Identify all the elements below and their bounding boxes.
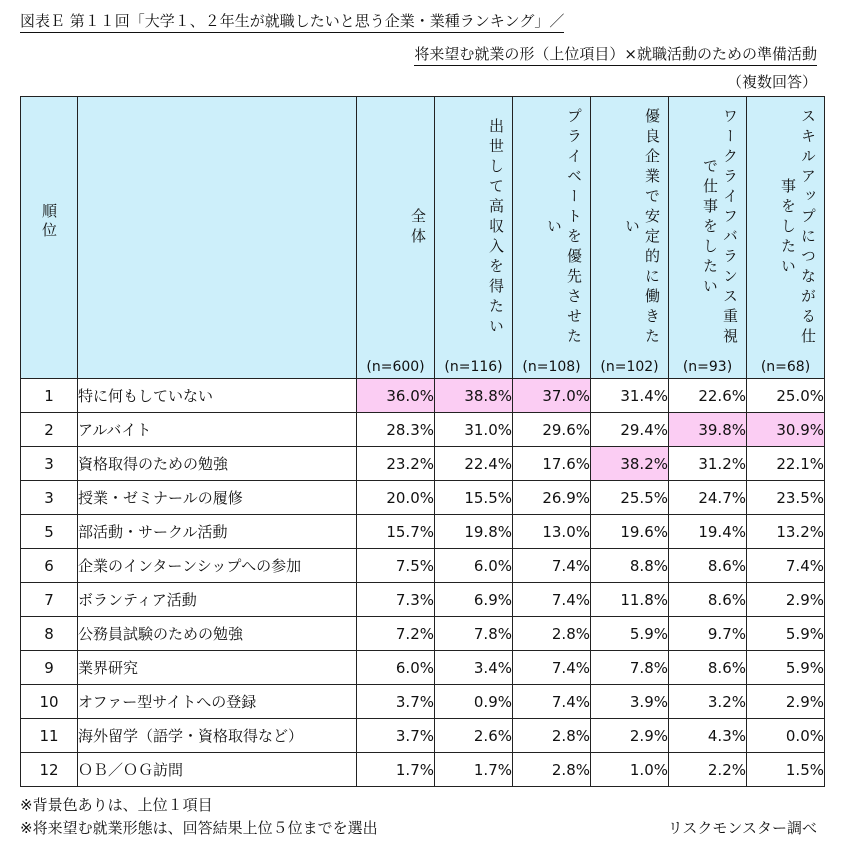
header-col-label: スキルアップにつながる仕事をしたい [779, 108, 817, 348]
table-row [21, 685, 825, 719]
table-row [21, 481, 825, 515]
row-value: 7.4% [513, 651, 591, 685]
header-col-2 [513, 97, 591, 379]
row-label: アルバイト [78, 413, 357, 447]
row-value: 19.6% [591, 515, 669, 549]
row-label: 資格取得のための勉強 [78, 447, 357, 481]
row-value: 22.4% [435, 447, 513, 481]
row-rank: 8 [21, 617, 78, 651]
row-value: 5.9% [747, 617, 825, 651]
row-value: 6.0% [435, 549, 513, 583]
row-value: 2.6% [435, 719, 513, 753]
row-value: 3.4% [435, 651, 513, 685]
row-rank: 12 [21, 753, 78, 787]
header-col-n: (n=68) [760, 359, 811, 375]
row-value: 1.0% [591, 753, 669, 787]
row-value: 36.0% [357, 379, 435, 413]
row-value: 0.9% [435, 685, 513, 719]
header-col-1 [435, 97, 513, 379]
table-row [21, 549, 825, 583]
row-value: 8.6% [669, 651, 747, 685]
table-header-row [21, 97, 825, 379]
header-col-3 [591, 97, 669, 379]
row-value: 7.3% [357, 583, 435, 617]
row-value: 7.4% [513, 549, 591, 583]
header-item [78, 97, 357, 379]
row-value: 26.9% [513, 481, 591, 515]
row-label: 部活動・サークル活動 [78, 515, 357, 549]
row-value: 7.5% [357, 549, 435, 583]
table-row [21, 719, 825, 753]
table-body [21, 379, 825, 787]
row-value: 39.8% [669, 413, 747, 447]
row-value: 17.6% [513, 447, 591, 481]
source-credit: リスクモンスター調べ [667, 819, 817, 837]
footnote-2: ※将来望む就業形態は、回答結果上位５位までを選出 [20, 819, 378, 837]
header-col-n: (n=116) [444, 359, 503, 375]
row-value: 0.0% [747, 719, 825, 753]
row-value: 29.6% [513, 413, 591, 447]
header-col-label: 全体 [409, 208, 427, 248]
row-rank: 10 [21, 685, 78, 719]
row-value: 8.6% [669, 583, 747, 617]
row-label: 授業・ゼミナールの履修 [78, 481, 357, 515]
row-value: 8.6% [669, 549, 747, 583]
row-value: 1.5% [747, 753, 825, 787]
row-value: 28.3% [357, 413, 435, 447]
ranking-table [20, 96, 825, 787]
row-value: 1.7% [357, 753, 435, 787]
table-row [21, 379, 825, 413]
row-value: 2.2% [669, 753, 747, 787]
row-rank: 5 [21, 515, 78, 549]
row-value: 3.7% [357, 719, 435, 753]
row-value: 24.7% [669, 481, 747, 515]
row-value: 37.0% [513, 379, 591, 413]
row-value: 22.1% [747, 447, 825, 481]
row-label: ＯＢ／ＯＧ訪問 [78, 753, 357, 787]
header-col-label: 優良企業で安定的に働きたい [623, 108, 661, 348]
row-value: 19.8% [435, 515, 513, 549]
row-value: 19.4% [669, 515, 747, 549]
header-col-label: ワークライフバランス重視で仕事をしたい [701, 108, 739, 348]
row-value: 7.4% [513, 583, 591, 617]
footnote-1: ※背景色ありは、上位１項目 [20, 796, 213, 814]
row-value: 2.8% [513, 753, 591, 787]
row-value: 23.5% [747, 481, 825, 515]
row-value: 3.7% [357, 685, 435, 719]
row-value: 31.2% [669, 447, 747, 481]
row-value: 29.4% [591, 413, 669, 447]
row-value: 11.8% [591, 583, 669, 617]
table-row [21, 447, 825, 481]
row-rank: 2 [21, 413, 78, 447]
header-col-label: 出世して高収入を得たい [487, 118, 505, 338]
header-rank [21, 97, 78, 379]
row-value: 6.9% [435, 583, 513, 617]
row-value: 8.8% [591, 549, 669, 583]
table-row [21, 651, 825, 685]
header-col-5 [747, 97, 825, 379]
header-col-n: (n=108) [522, 359, 581, 375]
table-row [21, 413, 825, 447]
chart-subtitle: 将来望む就業の形（上位項目）×就職活動のための準備活動 [414, 43, 817, 66]
row-value: 15.7% [357, 515, 435, 549]
row-label: 業界研究 [78, 651, 357, 685]
chart-title: 図表Ｅ 第１１回「大学１、２年生が就職したいと思う企業・業種ランキング」／ [20, 10, 564, 33]
row-value: 38.2% [591, 447, 669, 481]
row-label: 企業のインターンシップへの参加 [78, 549, 357, 583]
row-value: 1.7% [435, 753, 513, 787]
row-value: 23.2% [357, 447, 435, 481]
row-rank: 3 [21, 447, 78, 481]
row-label: ボランティア活動 [78, 583, 357, 617]
row-value: 5.9% [747, 651, 825, 685]
row-value: 13.0% [513, 515, 591, 549]
row-value: 3.9% [591, 685, 669, 719]
header-rank-label: 順位 [40, 203, 58, 241]
row-value: 2.9% [747, 685, 825, 719]
row-value: 25.0% [747, 379, 825, 413]
table-row [21, 617, 825, 651]
table-row [21, 583, 825, 617]
header-col-n: (n=600) [366, 359, 425, 375]
row-rank: 7 [21, 583, 78, 617]
row-value: 5.9% [591, 617, 669, 651]
table-row [21, 515, 825, 549]
row-value: 20.0% [357, 481, 435, 515]
multiple-answer-note: （複数回答） [726, 73, 817, 91]
row-value: 2.9% [591, 719, 669, 753]
header-col-4 [669, 97, 747, 379]
header-col-n: (n=102) [600, 359, 659, 375]
row-value: 31.4% [591, 379, 669, 413]
row-rank: 1 [21, 379, 78, 413]
row-value: 2.9% [747, 583, 825, 617]
row-value: 7.8% [591, 651, 669, 685]
row-rank: 6 [21, 549, 78, 583]
row-value: 7.4% [513, 685, 591, 719]
row-label: オファー型サイトへの登録 [78, 685, 357, 719]
row-value: 38.8% [435, 379, 513, 413]
row-value: 13.2% [747, 515, 825, 549]
row-rank: 11 [21, 719, 78, 753]
row-value: 7.2% [357, 617, 435, 651]
row-value: 6.0% [357, 651, 435, 685]
row-value: 3.2% [669, 685, 747, 719]
row-value: 31.0% [435, 413, 513, 447]
table-row [21, 753, 825, 787]
row-rank: 9 [21, 651, 78, 685]
row-value: 25.5% [591, 481, 669, 515]
header-col-label: プライベートを優先させたい [545, 108, 583, 348]
row-value: 22.6% [669, 379, 747, 413]
row-label: 特に何もしていない [78, 379, 357, 413]
row-value: 9.7% [669, 617, 747, 651]
row-value: 4.3% [669, 719, 747, 753]
header-col-0 [357, 97, 435, 379]
row-value: 7.4% [747, 549, 825, 583]
row-value: 7.8% [435, 617, 513, 651]
row-value: 30.9% [747, 413, 825, 447]
row-label: 海外留学（語学・資格取得など） [78, 719, 357, 753]
row-value: 2.8% [513, 617, 591, 651]
row-rank: 3 [21, 481, 78, 515]
row-label: 公務員試験のための勉強 [78, 617, 357, 651]
row-value: 15.5% [435, 481, 513, 515]
header-col-n: (n=93) [682, 359, 733, 375]
row-value: 2.8% [513, 719, 591, 753]
